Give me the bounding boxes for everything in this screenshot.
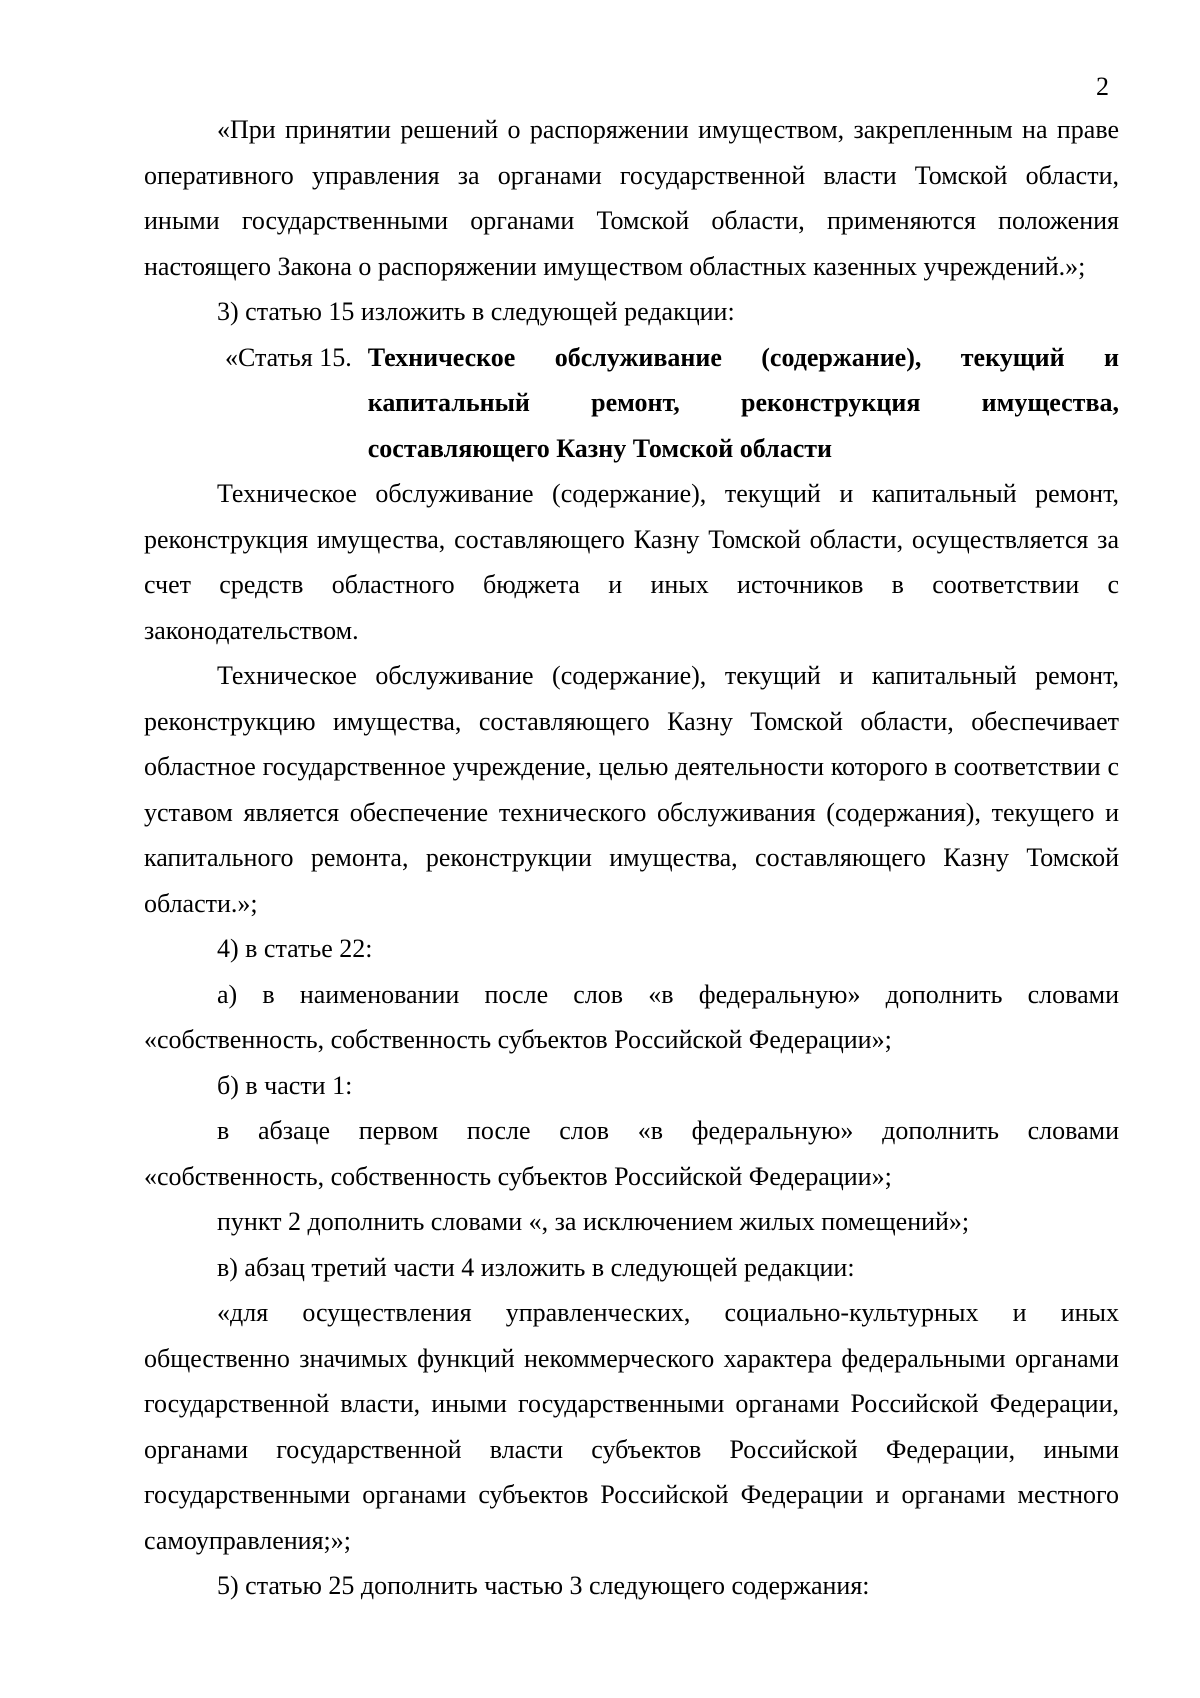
- paragraph-article-15-part-1: Техническое обслуживание (содержание), текущий и капитальный ремонт, реконструкция имущества, составляющего Казну Томской области, осуществляется за счет средств областного бюджета и иных источников в соответствии с законодательством.: [144, 479, 1119, 645]
- paragraph-item-5: 5) статью 25 дополнить частью 3 следующего содержания:: [217, 1571, 870, 1600]
- paragraph-item-3: 3) статью 15 изложить в следующей редакции:: [217, 297, 735, 326]
- document-body: [144, 107, 1119, 1609]
- page-number: 2: [1096, 72, 1109, 101]
- paragraph-subitem-b: б) в части 1:: [217, 1070, 353, 1100]
- paragraph-intro-quote: «При принятии решений о распоряжении имуществом, закрепленным на праве оперативного управления за органами государственной власти Томской области, иными государственными органами Томской области, применяются положения настоящего Закона о распоряжении имуществом областных казенных учреждений.»;: [144, 115, 1119, 281]
- article-15-heading: [144, 335, 1119, 472]
- article-15-label: «Статья 15.: [225, 342, 352, 372]
- paragraph-subitem-v: в) абзац третий части 4 изложить в следующей редакции:: [217, 1252, 855, 1282]
- paragraph-subitem-v-text: «для осуществления управленческих, социально-культурных и иных общественно значимых функций некоммерческого характера федеральными органами государственной власти, иными государственными органами Российской Федерации, органами государственной власти субъектов Российской Федерации, иными государственными органами субъектов Российской Федерации и органами местного самоуправления;»;: [144, 1298, 1119, 1555]
- paragraph-article-15-part-2: Техническое обслуживание (содержание), текущий и капитальный ремонт, реконструкцию имущества, составляющего Казну Томской области, обеспечивает областное государственное учреждение, целью деятельности которого в соответствии с уставом является обеспечение технического обслуживания (содержания), текущего и капитального ремонта, реконструкции имущества, составляющего Казну Томской области.»;: [144, 661, 1119, 918]
- article-15-title: Техническое обслуживание (содержание), текущий и капитальный ремонт, реконструкция имущества, составляющего Казну Томской области: [367, 342, 1119, 463]
- paragraph-item-4: 4) в статье 22:: [217, 934, 373, 963]
- paragraph-subitem-a: а) в наименовании после слов «в федеральную» дополнить словами «собственность, собственность субъектов Российской Федерации»;: [144, 979, 1119, 1054]
- paragraph-subitem-b-point-2: пункт 2 дополнить словами «, за исключением жилых помещений»;: [217, 1207, 970, 1236]
- paragraph-subitem-b-first: в абзаце первом после слов «в федеральную» дополнить словами «собственность, собственность субъектов Российской Федерации»;: [144, 1116, 1119, 1191]
